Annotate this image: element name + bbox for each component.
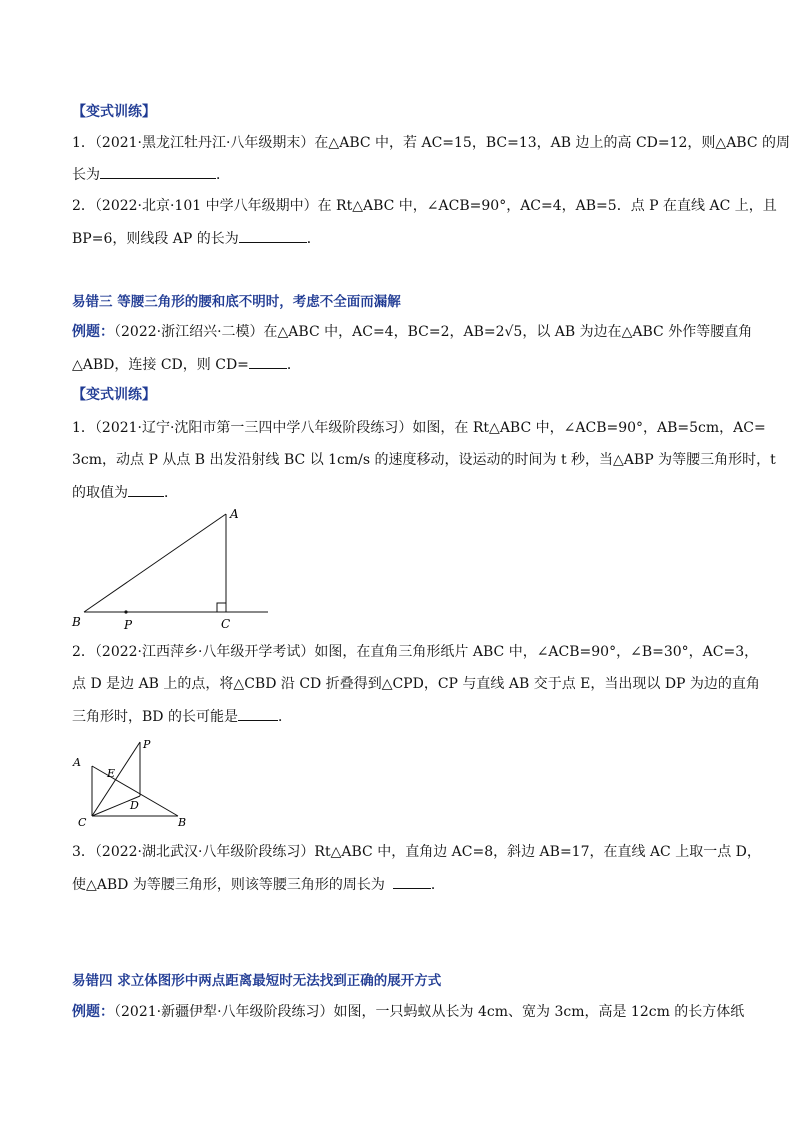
answer-blank-p2[interactable]: [238, 706, 278, 721]
label-p: P: [143, 738, 151, 751]
label-d: D: [130, 799, 139, 812]
question-2-line-1: 2．（2022·北京·101 中学八年级期中）在 Rt△ABC 中，∠ACB=90°，AC=4，AB=5．点 P 在直线 AC 上，且: [72, 198, 777, 214]
period: ．: [216, 167, 230, 183]
example-3-text: （2022·浙江绍兴·二模）在△ABC 中，AC=4，BC=2，AB=2√5，以 AB 为边在△ABC 外作等腰直角: [114, 324, 753, 340]
answer-blank-q2[interactable]: [239, 228, 307, 243]
problem-2-line-1: 2．（2022·江西萍乡·八年级开学考试）如图，在直角三角形纸片 ABC 中，∠ACB=90°，∠B=30°，AC=3，: [72, 644, 759, 660]
error-4-heading: 易错四 求立体图形中两点距离最短时无法找到正确的展开方式: [72, 973, 442, 989]
error-3-heading: 易错三 等腰三角形的腰和底不明时，考虑不全面而漏解: [72, 294, 401, 310]
label-a: A: [73, 756, 81, 769]
question-1-line-1: 1．（2021·黑龙江牡丹江·八年级期末）在△ABC 中，若 AC=15，BC=13，AB 边上的高 CD=12，则△ABC 的周: [72, 135, 791, 151]
right-angle-mark: [217, 603, 226, 612]
answer-blank-ex3[interactable]: [249, 354, 287, 369]
figure-folded-triangle: [60, 734, 200, 830]
example-4-text: （2021·新疆伊犁·八年级阶段练习）如图，一只蚂蚁从长为 4cm、宽为 3cm，高是 12cm 的长方体纸: [114, 1004, 745, 1020]
period: ．: [277, 709, 292, 725]
problem-2-line-2: 点 D 是边 AB 上的点，将△CBD 沿 CD 折叠得到△CPD，CP 与直线 AB 交于点 E，当出现以 DP 为边的直角: [72, 676, 760, 692]
figure-right-triangle: [60, 500, 290, 638]
answer-blank-q1[interactable]: [100, 164, 216, 179]
problem-1-line-2: 3cm，动点 P 从点 B 出发沿射线 BC 以 1cm/s 的速度移动，设运动的时间为 t 秒，当△ABP 为等腰三角形时，t: [72, 452, 776, 468]
problem-3-line-2: [72, 874, 732, 895]
example-label: 例题：: [72, 324, 114, 340]
point-p-dot: [124, 610, 127, 613]
example-3-line-2: [72, 354, 732, 375]
label-c: C: [78, 816, 87, 829]
problem-2-line-3: [72, 706, 732, 727]
problem-3-line-1: 3．（2022·湖北武汉·八年级阶段练习）Rt△ABC 中，直角边 AC=8，斜边 AB=17，在直线 AC 上取一点 D，: [72, 844, 761, 860]
question-1-text: 长为: [72, 167, 100, 183]
period: ．: [286, 357, 301, 373]
example-4-line-1: [72, 1002, 745, 1022]
period: ．: [306, 231, 321, 247]
question-1-line-2: [72, 164, 732, 185]
label-e: E: [107, 767, 116, 780]
label-b: B: [72, 615, 81, 629]
practice-label-1: 【变式训练】: [72, 104, 156, 120]
example-3-line-1: [72, 322, 753, 342]
practice-label-2: 【变式训练】: [72, 387, 156, 403]
segment-ab: [84, 514, 226, 612]
problem-2-text: 三角形时，BD 的长可能是: [72, 709, 238, 725]
answer-blank-p1[interactable]: [128, 482, 164, 497]
label-c: C: [221, 617, 231, 631]
problem-1-text: 的取值为: [72, 485, 128, 501]
example-3-text-2: △ABD，连接 CD，则 CD=: [72, 357, 249, 373]
period: ．: [164, 485, 178, 501]
label-p: P: [124, 618, 133, 632]
problem-1-line-1: 1．（2021·辽宁·沈阳市第一三四中学八年级阶段练习）如图，在 Rt△ABC 中，∠ACB=90°，AB=5cm，AC=: [72, 420, 766, 436]
example-label: 例题：: [72, 1004, 114, 1020]
label-b: B: [178, 816, 187, 829]
problem-3-text: 使△ABD 为等腰三角形，则该等腰三角形的周长为: [72, 877, 385, 893]
answer-blank-p3[interactable]: [393, 874, 431, 889]
period: ．: [430, 877, 445, 893]
label-a: A: [230, 507, 239, 521]
question-2-line-2: [72, 228, 732, 249]
question-2-text: BP=6，则线段 AP 的长为: [72, 231, 239, 247]
